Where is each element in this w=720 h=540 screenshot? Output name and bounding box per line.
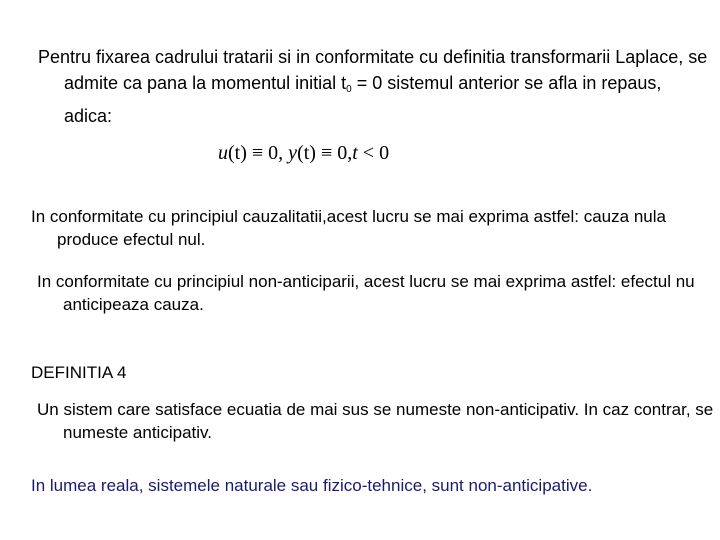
formula-t: t [352,142,358,164]
formula-lt-zero: < 0 [357,142,390,164]
intro-text-end: = 0 sistemul anterior se afla in repaus, adica: [64,73,662,126]
formula-u: u [218,142,228,164]
formula-equiv-1: ≡ 0, [246,142,289,164]
subscript-zero: 0 [346,84,352,95]
causality-paragraph: In conformitate cu principiul cauzalitatii,acest lucru se mai exprima astfel: cauza nula produce efectul nul. [31,207,666,249]
formula-arg-1: (t) [228,142,247,164]
rest-condition-formula [218,140,389,166]
definition-paragraph: Un sistem care satisface ecuatia de mai sus se numeste non-anticipativ. In caz contrar, se numeste anticipativ. [37,400,714,442]
definition-heading: DEFINITIA 4 [31,363,127,382]
formula-arg-2: (t) [297,142,316,164]
intro-paragraph [38,44,714,129]
intro-text: Pentru fixarea cadrului tratarii si in conformitate cu definitia transformarii Laplace, se admite ca pana la momentul initial t [38,47,708,93]
formula-y: y [288,142,298,164]
real-world-paragraph: In lumea reala, sistemele naturale sau fizico-tehnice, sunt non-anticipative. [31,476,593,495]
non-anticipation-paragraph: In conformitate cu principiul non-anticiparii, acest lucru se mai exprima astfel: efectul nu anticipeaza cauza. [37,272,695,314]
formula-equiv-2: ≡ 0, [315,142,353,164]
